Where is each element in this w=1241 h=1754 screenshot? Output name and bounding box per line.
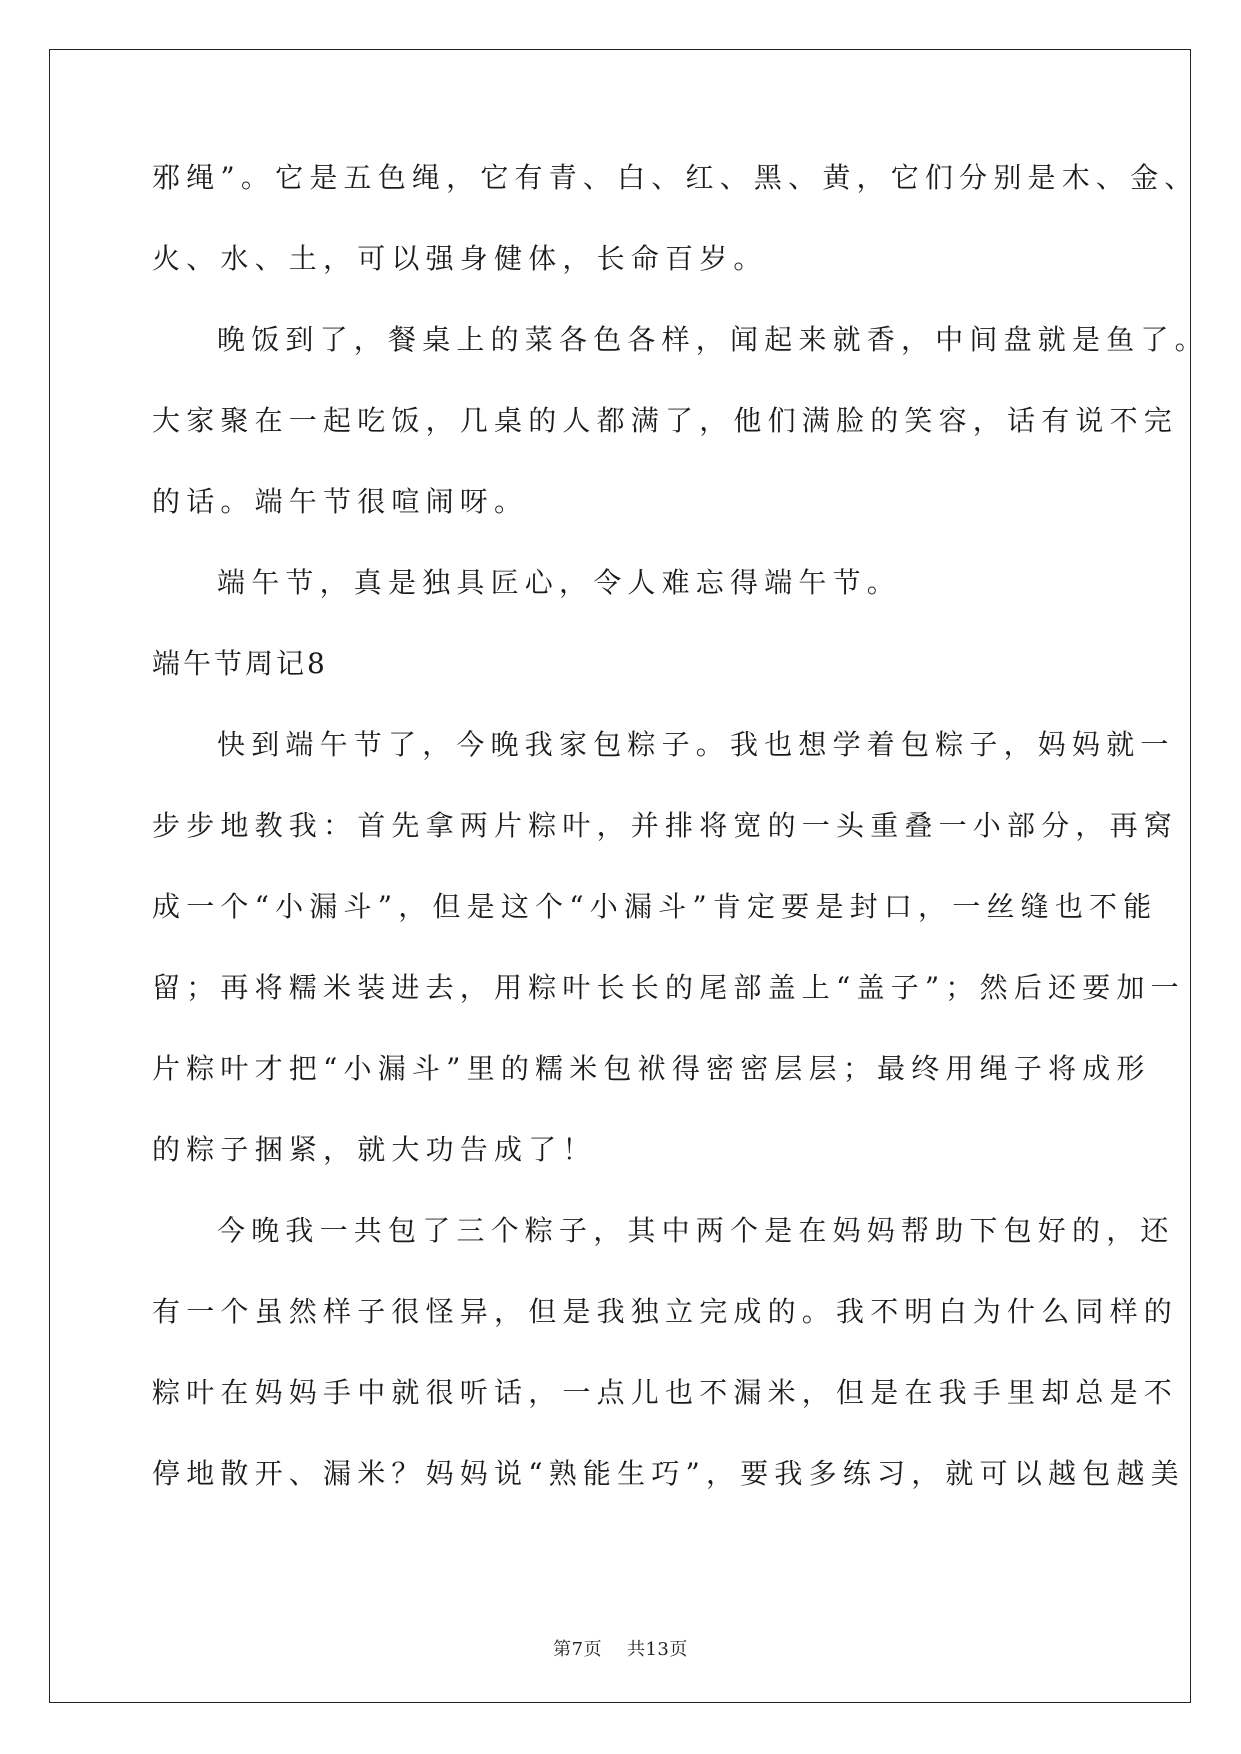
text-line: 的粽子捆紧，就大功告成了！ bbox=[152, 1133, 597, 1166]
text-line: 片粽叶才把“小漏斗”里的糯米包袱得密密层层；最终用绳子将成形 bbox=[152, 1052, 1151, 1085]
text-line: 有一个虽然样子很怪异，但是我独立完成的。我不明白为什么同样的 bbox=[152, 1295, 1179, 1328]
text-line: 火、水、土，可以强身健体，长命百岁。 bbox=[152, 242, 768, 275]
text-line: 成一个“小漏斗”，但是这个“小漏斗”肯定要是封口，一丝缝也不能 bbox=[152, 890, 1158, 923]
text-line: 今晚我一共包了三个粽子，其中两个是在妈妈帮助下包好的，还 bbox=[217, 1214, 1175, 1247]
text-line: 快到端午节了，今晚我家包粽子。我也想学着包粽子，妈妈就一 bbox=[217, 728, 1175, 761]
text-line: 端午节，真是独具匠心，令人难忘得端午节。 bbox=[217, 566, 902, 599]
text-line: 步步地教我：首先拿两片粽叶，并排将宽的一头重叠一小部分，再窝 bbox=[152, 809, 1179, 842]
document-body bbox=[152, 158, 1209, 1535]
text-line: 粽叶在妈妈手中就很听话，一点儿也不漏米，但是在我手里却总是不 bbox=[152, 1376, 1179, 1409]
text-line: 留；再将糯米装进去，用粽叶长长的尾部盖上“盖子”；然后还要加一 bbox=[152, 971, 1185, 1004]
page-footer bbox=[0, 1635, 1241, 1661]
text-line: 的话。端午节很喧闹呀。 bbox=[152, 485, 529, 518]
text-line: 停地散开、漏米？妈妈说“熟能生巧”，要我多练习，就可以越包越美 bbox=[152, 1457, 1185, 1490]
page-number: 第7页 bbox=[553, 1639, 603, 1660]
section-heading: 端午节周记8 bbox=[152, 647, 328, 680]
text-line: 晚饭到了，餐桌上的菜各色各样，闻起来就香，中间盘就是鱼了。 bbox=[217, 323, 1209, 356]
page-total: 共13页 bbox=[626, 1639, 688, 1660]
text-line: 大家聚在一起吃饭，几桌的人都满了，他们满脸的笑容，话有说不完 bbox=[152, 404, 1179, 437]
text-line: 邪绳”。它是五色绳，它有青、白、红、黑、黄，它们分别是木、金、 bbox=[152, 161, 1199, 194]
